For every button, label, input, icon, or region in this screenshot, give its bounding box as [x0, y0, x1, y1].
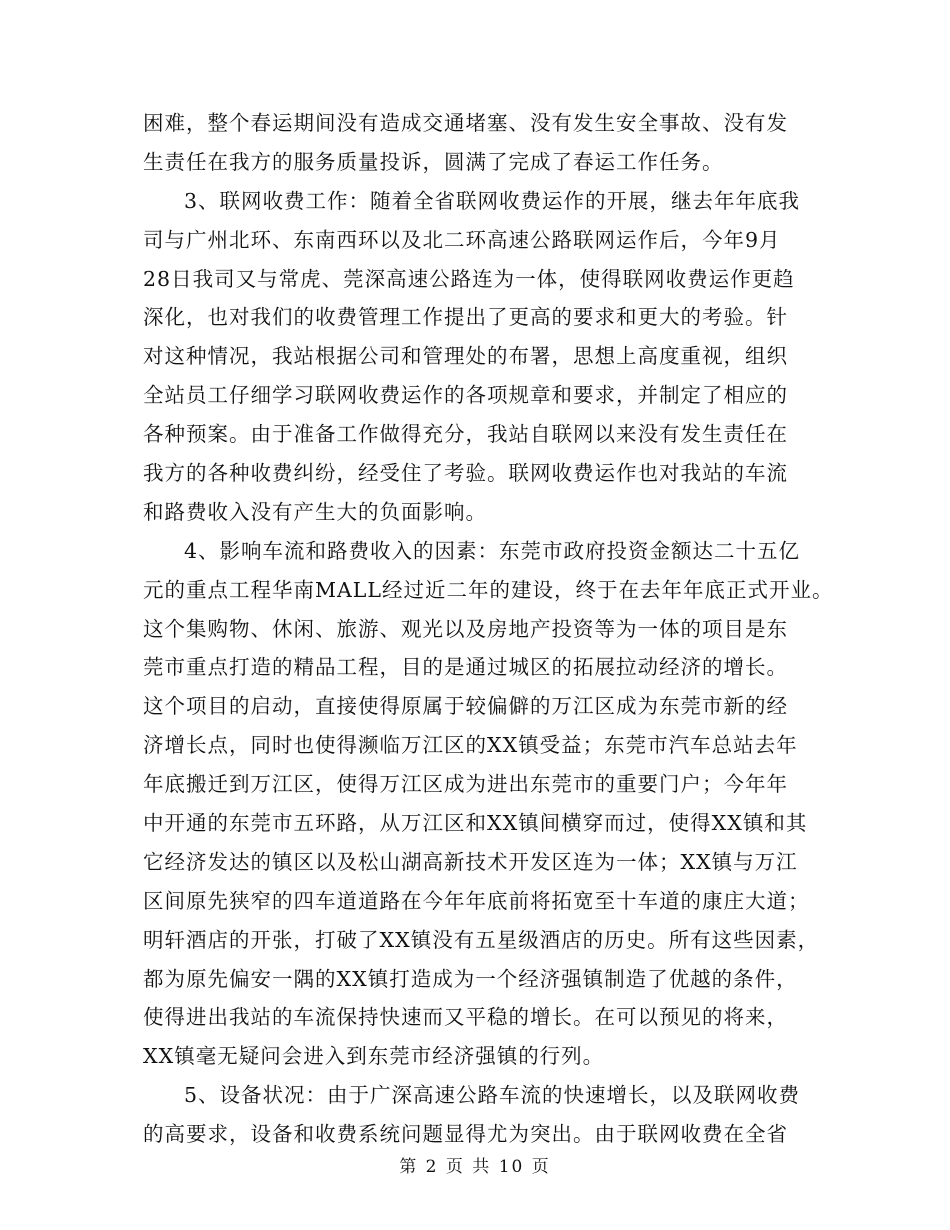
body-text — [143, 104, 834, 1154]
text-line: 这个项目的启动，直接使得原属于较偏僻的万江区成为东莞市新的经 — [143, 694, 788, 719]
text-line: 深化，也对我们的收费管理工作提出了更高的要求和更大的考验。针 — [143, 305, 788, 330]
text-line: 区间原先狭窄的四车道道路在今年年底前将拓宽至十车道的康庄大道； — [143, 888, 810, 913]
text-line: 困难，整个春运期间没有造成交通堵塞、没有发生安全事故、没有发 — [143, 111, 788, 135]
text-line: 的高要求，设备和收费系统问题显得尤为突出。由于联网收费在全省 — [143, 1122, 788, 1147]
text-line: 和路费收入没有产生大的负面影响。 — [143, 499, 487, 524]
text-line: 全站员工仔细学习联网收费运作的各项规章和要求，并制定了相应的 — [143, 383, 788, 408]
text-line: 莞市重点打造的精品工程，目的是通过城区的拓展拉动经济的增长。 — [143, 655, 788, 680]
text-line: 年底搬迁到万江区，使得万江区成为进出东莞市的重要门户；今年年 — [143, 772, 788, 797]
text-line: 生责任在我方的服务质量投诉，圆满了完成了春运工作任务。 — [143, 149, 724, 174]
text-line: 司与广州北环、东南西环以及北二环高速公路联网运作后，今年9月 — [143, 227, 781, 252]
text-line: 使得进出我站的车流保持快速而又平稳的增长。在可以预见的将来， — [143, 1005, 788, 1030]
text-line: 明轩酒店的开张，打破了XX镇没有五星级酒店的历史。所有这些因素， — [143, 927, 820, 952]
text-line: 各种预案。由于准备工作做得充分，我站自联网以来没有发生责任在 — [143, 422, 788, 447]
text-line: XX镇毫无疑问会进入到东莞市经济强镇的行列。 — [143, 1044, 605, 1069]
text-line: 它经济发达的镇区以及松山湖高新技术开发区连为一体；XX镇与万江 — [143, 849, 798, 874]
text-line: 对这种情况，我站根据公司和管理处的布署，思想上高度重视，组织 — [143, 344, 788, 369]
page-footer: 第 2 页 共 10 页 — [399, 1157, 551, 1177]
paragraph-start-line: 5、设备状况：由于广深高速公路车流的快速增长，以及联网收费 — [184, 1083, 801, 1108]
text-line: 济增长点，同时也使得濒临万江区的XX镇受益；东莞市汽车总站去年 — [143, 733, 798, 758]
text-line: 中开通的东莞市五环路，从万江区和XX镇间横穿而过，使得XX镇和其 — [143, 811, 808, 836]
text-line: 这个集购物、休闲、旅游、观光以及房地产投资等为一体的项目是东 — [143, 616, 788, 641]
paragraph-start-line: 3、联网收费工作：随着全省联网收费运作的开展，继去年年底我 — [184, 188, 801, 213]
text-line: 我方的各种收费纠纷，经受住了考验。联网收费运作也对我站的车流 — [143, 461, 788, 486]
text-line: 元的重点工程华南MALL经过近二年的建设，终于在去年年底正式开业。 — [143, 577, 834, 602]
paragraph-start-line: 4、影响车流和路费收入的因素：东莞市政府投资金额达二十五亿 — [184, 538, 801, 563]
text-line: 都为原先偏安一隅的XX镇打造成为一个经济强镇制造了优越的条件， — [143, 966, 798, 991]
text-line: 28日我司又与常虎、莞深高速公路连为一体，使得联网收费运作更趋 — [143, 266, 795, 291]
